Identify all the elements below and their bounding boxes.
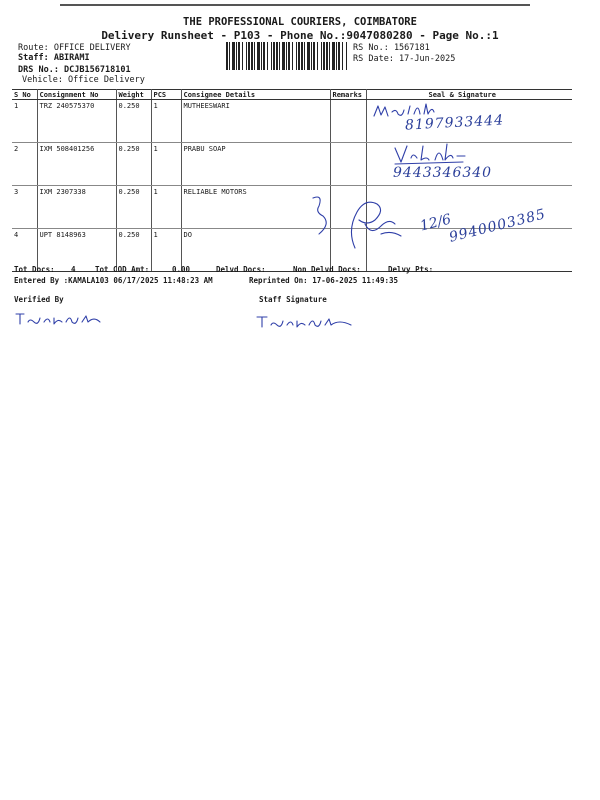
staff: Staff: ABIRAMI (18, 53, 90, 63)
cell-sno: 1 (12, 100, 37, 143)
tot-docs-label: Tot Docs: (14, 265, 55, 274)
cell-consignee: PRABU SOAP (181, 143, 330, 186)
cell-consignment: IXM 508401256 (37, 143, 116, 186)
row2-phone-handwritten: 9443346340 (393, 165, 493, 181)
cell-consignee: MUTHEESWARI (181, 100, 330, 143)
cell-weight: 0.250 (116, 229, 151, 272)
entered-by: Entered By :KAMALA103 06/17/2025 11:48:23 AM (14, 276, 213, 285)
col-remarks: Remarks (330, 90, 366, 100)
cell-weight: 0.250 (116, 143, 151, 186)
route: Route: OFFICE DELIVERY (18, 43, 131, 53)
runsheet-subtitle: Delivery Runsheet - P103 - Phone No.:9047080280 - Page No.:1 (101, 29, 499, 42)
cell-consignee: RELIABLE MOTORS (181, 186, 330, 229)
cell-weight: 0.250 (116, 186, 151, 229)
cell-sno: 2 (12, 143, 37, 186)
table-header-row (12, 90, 572, 100)
row4-signature (305, 190, 415, 260)
cell-consignee: DO (181, 229, 330, 272)
col-consignment-no: Consignment No (37, 90, 116, 100)
non-delvd-docs-label: Non Delvd Docs: (293, 265, 361, 274)
cell-remarks (330, 143, 366, 186)
barcode-image (226, 42, 347, 70)
cell-pcs: 1 (151, 100, 181, 143)
vehicle: Vehicle: Office Delivery (22, 75, 145, 85)
cell-pcs: 1 (151, 229, 181, 272)
col-seal-signature: Seal & Signature (366, 90, 572, 100)
cell-pcs: 1 (151, 186, 181, 229)
verified-by-signature (14, 310, 104, 328)
cell-pcs: 1 (151, 143, 181, 186)
rs-date: RS Date: 17-Jun-2025 (353, 54, 456, 64)
cropped-previous-line (60, 0, 530, 6)
delvy-pts-label: Delvy Pts: (388, 265, 434, 274)
cell-consignment: UPT 8148963 (37, 229, 116, 272)
drs-number: DRS No.: DCJB156718101 (18, 65, 131, 75)
cell-consignment: IXM 2307338 (37, 186, 116, 229)
cell-sno: 3 (12, 186, 37, 229)
cell-remarks (330, 100, 366, 143)
col-weight: Weight (116, 90, 151, 100)
col-sno: S No (12, 90, 37, 100)
delvd-docs-label: Delvd Docs: (216, 265, 266, 274)
cell-weight: 0.250 (116, 100, 151, 143)
rs-number: RS No.: 1567181 (353, 43, 430, 53)
col-consignee-details: Consignee Details (181, 90, 330, 100)
tot-docs-value: 4 (71, 265, 76, 274)
cell-sno: 4 (12, 229, 37, 272)
row1-phone-handwritten: 8197933444 (404, 112, 505, 134)
company-title: THE PROFESSIONAL COURIERS, COIMBATORE (183, 16, 417, 28)
col-pcs: PCS (151, 90, 181, 100)
staff-signature-image (255, 313, 355, 331)
cell-consignment: TRZ 240575370 (37, 100, 116, 143)
row4-date-handwritten: 12/6 (418, 211, 453, 235)
reprinted-on: Reprinted On: 17-06-2025 11:49:35 (249, 276, 399, 285)
tot-cod-label: Tot COD Amt: (95, 265, 150, 274)
staff-signature-label: Staff Signature (259, 295, 327, 304)
verified-by-label: Verified By (14, 295, 64, 304)
tot-cod-value: 0.00 (172, 265, 191, 274)
row4-phone-handwritten: 9940003385 (447, 206, 548, 246)
